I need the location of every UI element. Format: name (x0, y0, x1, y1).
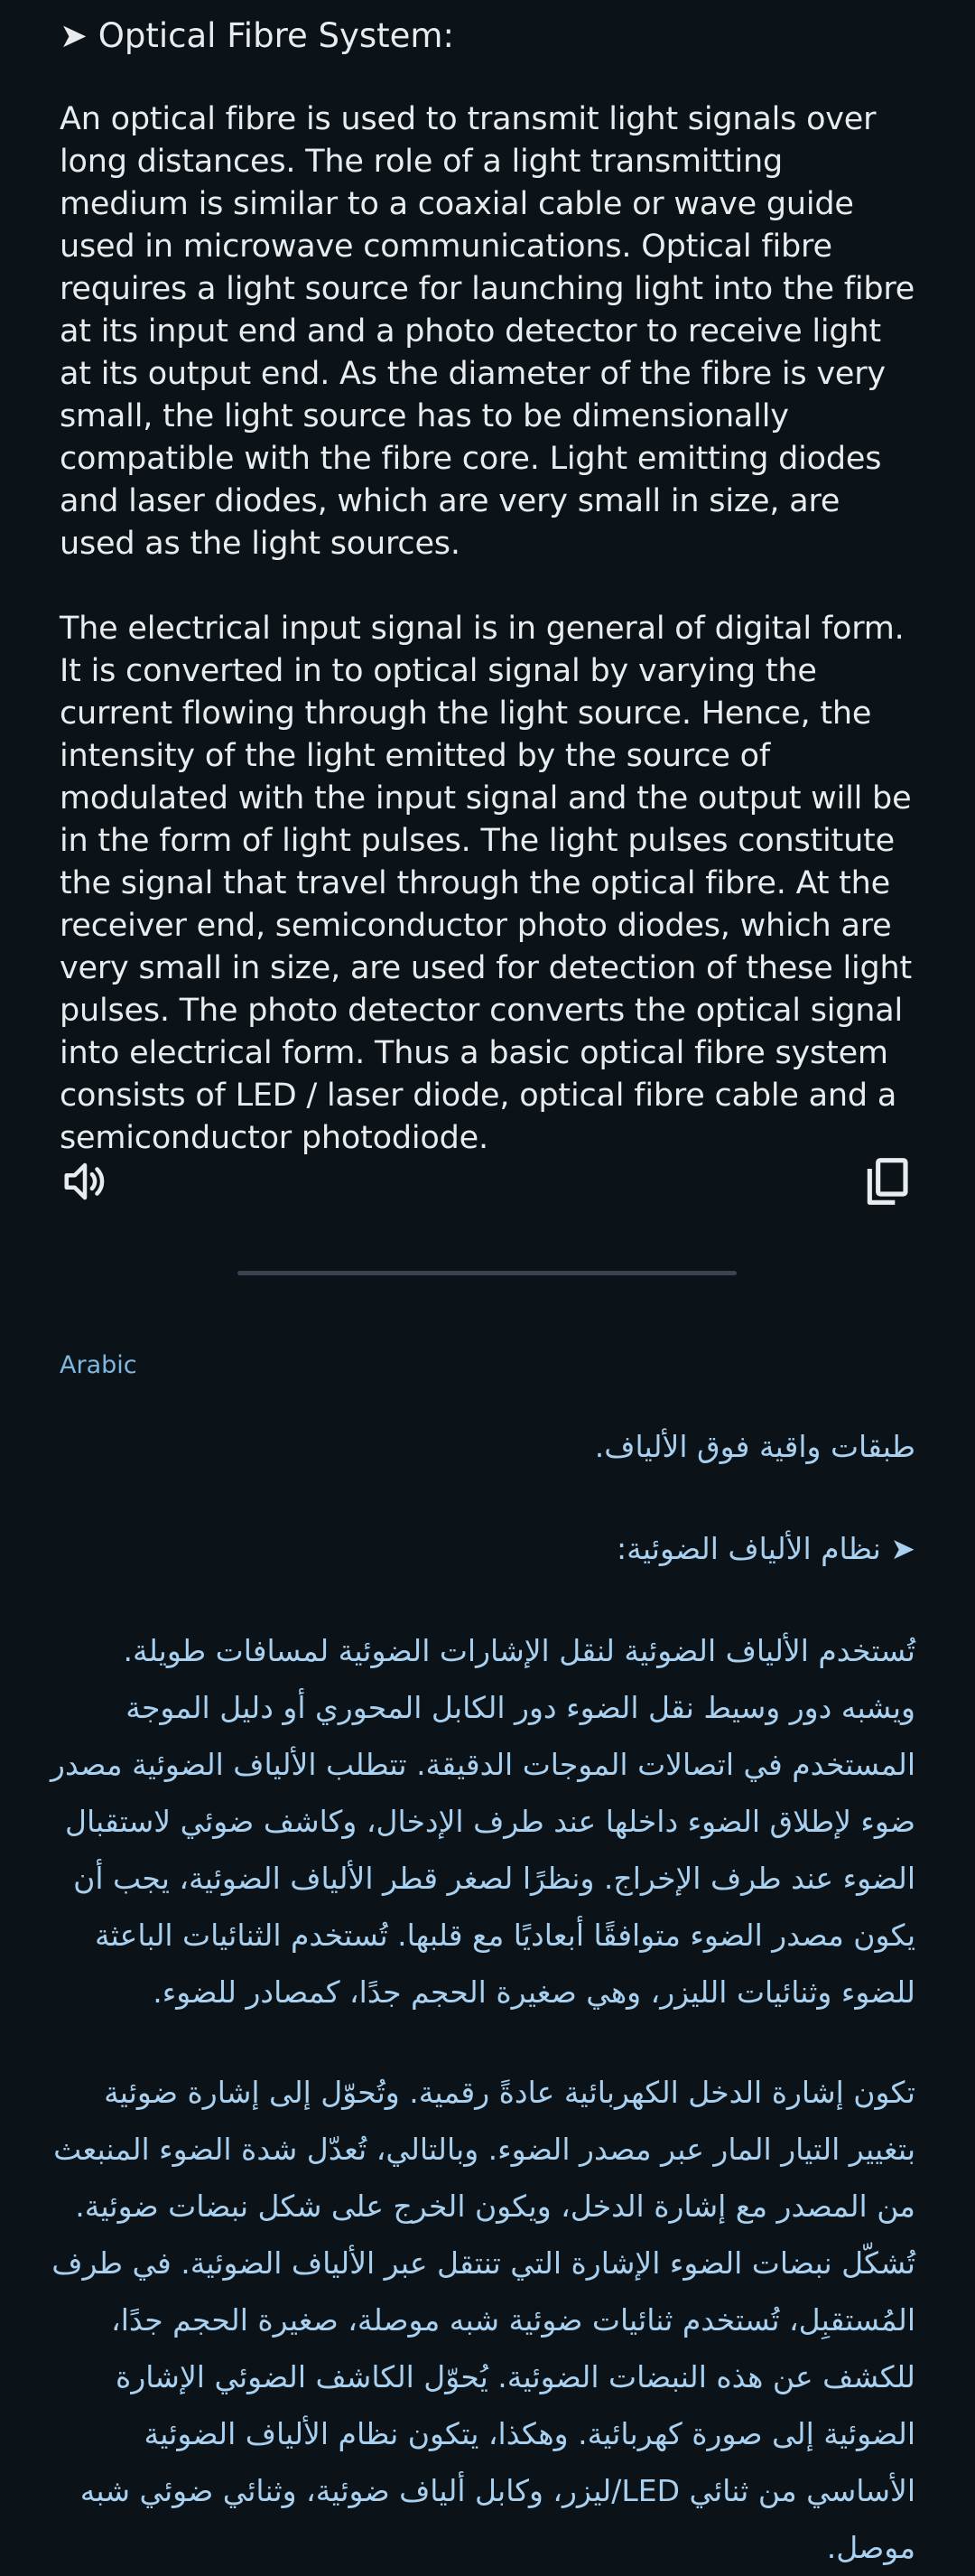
translation-intro: طبقات واقية فوق الألياف. (594, 1429, 915, 1464)
source-heading: ➤ Optical Fibre System: (60, 16, 454, 55)
translation-language-label: Arabic (60, 1351, 137, 1379)
source-text-block (60, 0, 917, 1160)
translation-paragraph-1: تُستخدم الألياف الضوئية لنقل الإشارات الضوئية لمسافات طويلة. ويشبه دور وسيط نقل الضوء دور الكابل المحوري أو دليل الموجة المستخدم في اتصالات الموجات الدقيقة. تتطلب الألياف الضوئية مصدر ضوء لإطلاق الضوء داخلها عند طرف الإدخال، وكاشف ضوئي لاستقبال الضوء عند طرف الإخراج. ونظرًا لصغر قطر الألياف الضوئية، يجب أن يكون مصدر الضوء متوافقًا أبعاديًا مع قلبها. تُستخدم الثنائيات الباعثة للضوء وثنائيات الليزر، وهي صغيرة الحجم جدًا، كمصادر للضوء. (51, 1633, 915, 2010)
speak-button[interactable] (56, 1153, 114, 1210)
translation-heading: ➤ نظام الألياف الضوئية: (617, 1531, 915, 1566)
copy-button[interactable] (858, 1153, 915, 1210)
source-paragraph-1: An optical fibre is used to transmit light signals over long distances. The role of a light transmitting medium is similar to a coaxial cable or wave guide used in microwave communications. Optical fibre requires a light source for launching light into the fibre at its input end and a photo detector to receive light at its output end. As the diameter of the fibre is very small, the light source has to be dimensionally compatible with the fibre core. Light emitting diodes and laser diodes, which are very small in size, are used as the light sources. (60, 101, 915, 562)
speaker-icon (60, 1157, 109, 1206)
translation-paragraph-2: تكون إشارة الدخل الكهربائية عادةً رقمية. وتُحوّل إلى إشارة ضوئية بتغيير التيار المار عبر مصدر الضوء. وبالتالي، تُعدّل شدة الضوء المنبعث من المصدر مع إشارة الدخل، ويكون الخرج على شكل نبضات ضوئية. تُشكّل نبضات الضوء الإشارة التي تنتقل عبر الألياف الضوئية. في طرف المُستقبِل، تُستخدم ثنائيات ضوئية شبه موصلة، صغيرة الحجم جدًا، للكشف عن هذه النبضات الضوئية. يُحوّل الكاشف الضوئي الإشارة الضوئية إلى صورة كهربائية. وهكذا، يتكون نظام الألياف الضوئية الأساسي من ثنائي LED/ليزر، وكابل ألياف ضوئية، وثنائي ضوئي شبه موصل. (51, 2075, 915, 2565)
translation-text-block (45, 1418, 915, 2576)
section-divider (237, 1271, 737, 1275)
copy-icon (863, 1156, 910, 1207)
source-paragraph-2: The electrical input signal is in general of digital form. It is converted in to optical signal by varying the current flowing through the light source. Hence, the intensity of the light emitted by the source of modulated with the input signal and the output will be in the form of light pulses. The light pulses constitute the signal that travel through the optical fibre. At the receiver end, semiconductor photo diodes, which are very small in size, are used for detection of these light pulses. The photo detector converts the optical signal into electrical form. Thus a basic optical fibre system consists of LED / laser diode, optical fibre cable and a semiconductor photodiode. (60, 611, 913, 1156)
